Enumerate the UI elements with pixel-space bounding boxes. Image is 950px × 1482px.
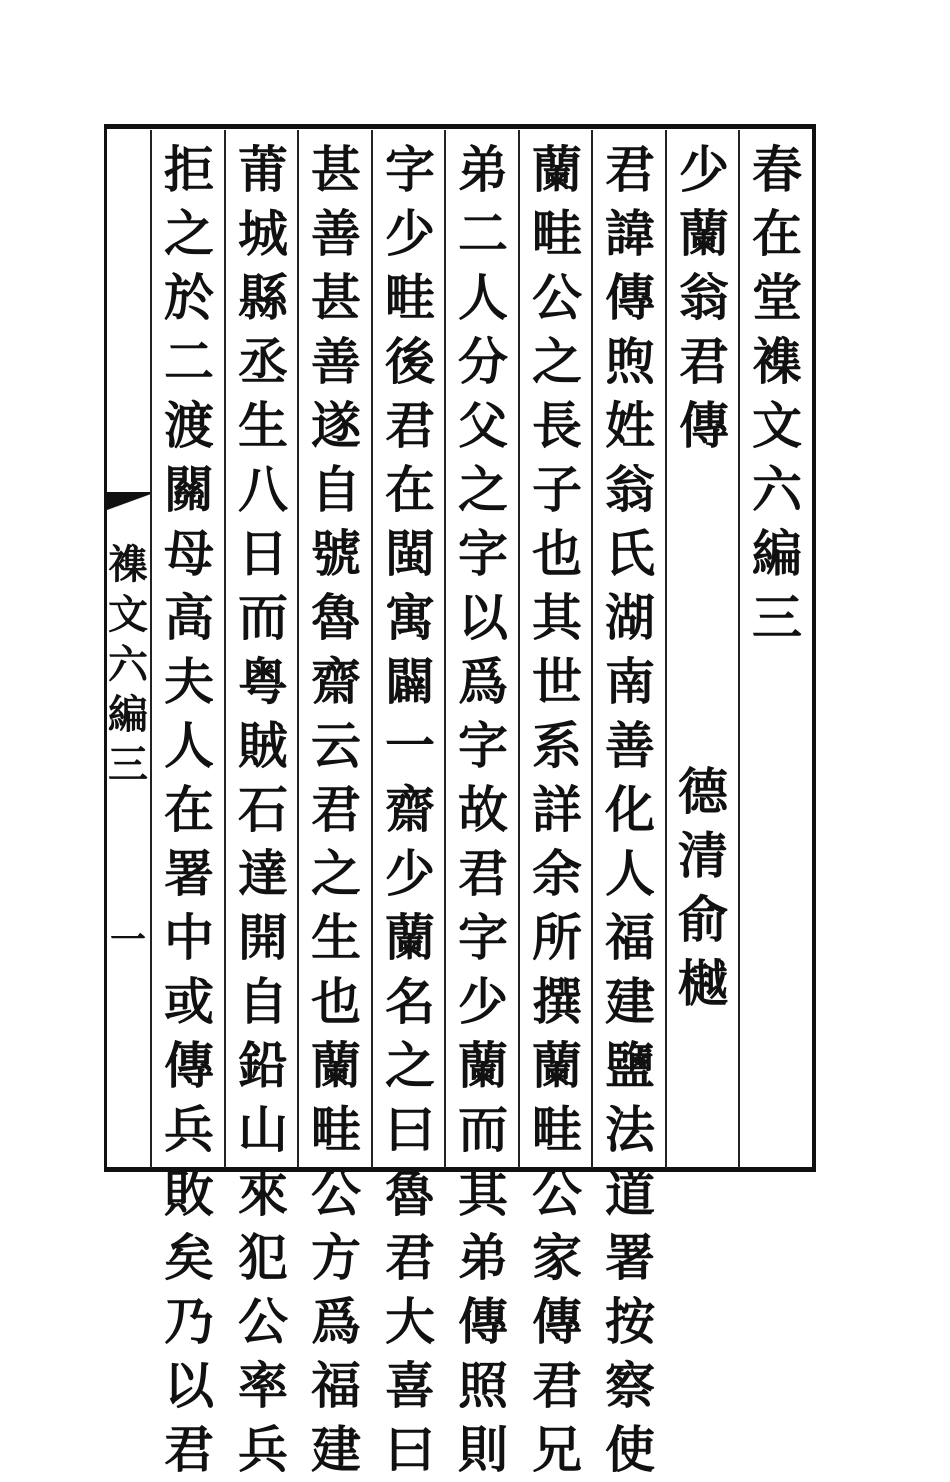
text-char: 氏 — [605, 524, 655, 583]
text-char: 甚 — [311, 140, 361, 199]
text-char: 一 — [385, 716, 435, 775]
text-char: 莆 — [238, 140, 288, 199]
text-char: 春 — [752, 140, 802, 199]
column-rule — [591, 130, 593, 1168]
text-char: 寓 — [385, 588, 435, 647]
text-char: 蘭 — [532, 1036, 582, 1095]
text-column — [744, 138, 810, 1168]
author-char: 清 — [678, 826, 728, 885]
text-char: 署 — [605, 1228, 655, 1287]
text-char: 長 — [532, 396, 582, 455]
author-name — [670, 760, 736, 1016]
text-char: 畦 — [311, 1100, 361, 1159]
text-char: 少 — [385, 204, 435, 263]
text-char: 蘭 — [385, 908, 435, 967]
text-char: 畦 — [532, 1100, 582, 1159]
text-char: 福 — [605, 908, 655, 967]
text-char: 之 — [164, 204, 214, 263]
text-char: 矣 — [164, 1228, 214, 1287]
text-char: 生 — [238, 396, 288, 455]
text-char: 化 — [605, 780, 655, 839]
text-char: 畦 — [385, 268, 435, 327]
text-char: 之 — [311, 844, 361, 903]
text-char: 翁 — [679, 268, 729, 327]
text-char: 福 — [311, 1356, 361, 1415]
text-char: 於 — [164, 268, 214, 327]
text-char: 丞 — [238, 332, 288, 391]
text-char: 生 — [311, 908, 361, 967]
text-char: 法 — [605, 1100, 655, 1159]
text-char: 也 — [532, 524, 582, 583]
text-char: 或 — [164, 972, 214, 1031]
fish-tail-mark — [104, 492, 152, 512]
author-char: 俞 — [678, 890, 728, 949]
text-char: 山 — [238, 1100, 288, 1159]
text-char: 照 — [458, 1356, 508, 1415]
text-column — [230, 138, 296, 1479]
text-char: 蘭 — [532, 140, 582, 199]
column-rule — [518, 130, 520, 1168]
text-char: 察 — [605, 1356, 655, 1415]
margin-page-number: 一 — [109, 919, 146, 961]
text-char: 詳 — [532, 780, 582, 839]
text-char: 其 — [532, 588, 582, 647]
text-char: 甚 — [311, 268, 361, 327]
text-char: 君 — [385, 396, 435, 455]
text-char: 而 — [238, 588, 288, 647]
author-char: 德 — [678, 762, 728, 821]
text-char: 所 — [532, 908, 582, 967]
text-char: 文 — [752, 396, 802, 455]
text-char: 中 — [164, 908, 214, 967]
text-char: 乃 — [164, 1292, 214, 1351]
text-char: 在 — [385, 460, 435, 519]
text-char: 六 — [752, 460, 802, 519]
page-margin-strip — [104, 130, 152, 1168]
text-char: 余 — [532, 844, 582, 903]
text-char: 撰 — [532, 972, 582, 1031]
text-char: 曰 — [385, 1420, 435, 1479]
column-rule — [371, 130, 373, 1168]
margin-title-char: 六 — [108, 641, 148, 688]
text-char: 君 — [532, 1356, 582, 1415]
text-char: 闢 — [385, 652, 435, 711]
column-rule — [297, 130, 299, 1168]
text-char: 字 — [458, 908, 508, 967]
text-char: 在 — [752, 204, 802, 263]
text-char: 傳 — [164, 1036, 214, 1095]
text-char: 在 — [164, 780, 214, 839]
text-char: 以 — [164, 1356, 214, 1415]
text-char: 善 — [311, 332, 361, 391]
text-char: 其 — [458, 1164, 508, 1223]
text-char: 人 — [458, 268, 508, 327]
text-char: 鹽 — [605, 1036, 655, 1095]
text-char: 曰 — [385, 1100, 435, 1159]
text-char: 公 — [238, 1292, 288, 1351]
text-char: 分 — [458, 332, 508, 391]
text-char: 云 — [311, 716, 361, 775]
text-column — [377, 138, 443, 1479]
margin-title-char: 襍 — [108, 541, 148, 588]
text-char: 遂 — [311, 396, 361, 455]
text-column — [450, 138, 516, 1479]
text-char: 閩 — [385, 524, 435, 583]
text-char: 後 — [385, 332, 435, 391]
text-char: 襍 — [752, 332, 802, 391]
text-char: 自 — [238, 972, 288, 1031]
column-rule — [738, 130, 740, 1168]
text-char: 堂 — [752, 268, 802, 327]
column-rule — [665, 130, 667, 1168]
text-char: 渡 — [164, 396, 214, 455]
text-char: 蘭 — [458, 1036, 508, 1095]
text-char: 世 — [532, 652, 582, 711]
text-char: 爲 — [458, 652, 508, 711]
text-column — [524, 138, 590, 1479]
column-rule — [444, 130, 446, 1168]
text-char: 人 — [605, 844, 655, 903]
text-char: 父 — [458, 396, 508, 455]
text-char: 齋 — [311, 652, 361, 711]
text-char: 編 — [752, 524, 802, 583]
text-char: 少 — [458, 972, 508, 1031]
text-char: 南 — [605, 652, 655, 711]
text-char: 君 — [385, 1228, 435, 1287]
text-char: 故 — [458, 780, 508, 839]
text-char: 自 — [311, 460, 361, 519]
text-char: 拒 — [164, 140, 214, 199]
text-char: 君 — [679, 332, 729, 391]
text-char: 子 — [532, 460, 582, 519]
margin-title-char: 編 — [108, 691, 148, 738]
text-char: 字 — [385, 140, 435, 199]
text-char: 日 — [238, 524, 288, 583]
text-char: 善 — [311, 204, 361, 263]
text-char: 兵 — [238, 1420, 288, 1479]
text-char: 方 — [311, 1228, 361, 1287]
text-char: 之 — [532, 332, 582, 391]
text-column — [303, 138, 369, 1479]
text-char: 建 — [605, 972, 655, 1031]
text-char: 湖 — [605, 588, 655, 647]
text-char: 則 — [458, 1420, 508, 1479]
text-char: 按 — [605, 1292, 655, 1351]
text-char: 爲 — [311, 1292, 361, 1351]
text-char: 公 — [532, 1164, 582, 1223]
text-char: 署 — [164, 844, 214, 903]
text-char: 君 — [605, 140, 655, 199]
text-char: 弟 — [458, 140, 508, 199]
text-char: 魯 — [385, 1164, 435, 1223]
text-char: 三 — [752, 588, 802, 647]
text-char: 傳 — [532, 1292, 582, 1351]
text-char: 名 — [385, 972, 435, 1031]
text-char: 八 — [238, 460, 288, 519]
text-char: 關 — [164, 460, 214, 519]
margin-title — [106, 540, 150, 790]
text-char: 之 — [385, 1036, 435, 1095]
text-char: 以 — [458, 588, 508, 647]
text-char: 少 — [385, 844, 435, 903]
text-char: 字 — [458, 716, 508, 775]
text-char: 也 — [311, 972, 361, 1031]
text-char: 道 — [605, 1164, 655, 1223]
text-char: 君 — [164, 1420, 214, 1479]
text-char: 善 — [605, 716, 655, 775]
text-char: 鉛 — [238, 1036, 288, 1095]
text-char: 蘭 — [311, 1036, 361, 1095]
text-char: 諱 — [605, 204, 655, 263]
text-char: 少 — [679, 140, 729, 199]
text-char: 石 — [238, 780, 288, 839]
text-char: 縣 — [238, 268, 288, 327]
margin-title-char: 文 — [108, 591, 148, 638]
author-char: 樾 — [678, 954, 728, 1013]
text-char: 而 — [458, 1100, 508, 1159]
text-char: 煦 — [605, 332, 655, 391]
text-char: 字 — [458, 524, 508, 583]
text-char: 達 — [238, 844, 288, 903]
text-char: 公 — [311, 1164, 361, 1223]
text-char: 號 — [311, 524, 361, 583]
text-char: 二 — [458, 204, 508, 263]
text-char: 粤 — [238, 652, 288, 711]
text-char: 敗 — [164, 1164, 214, 1223]
text-char: 姓 — [605, 396, 655, 455]
text-char: 君 — [458, 844, 508, 903]
column-rule — [224, 130, 226, 1168]
text-char: 系 — [532, 716, 582, 775]
text-char: 家 — [532, 1228, 582, 1287]
text-char: 夫 — [164, 652, 214, 711]
column-rule — [150, 130, 152, 1168]
text-char: 蘭 — [679, 204, 729, 263]
text-char: 母 — [164, 524, 214, 583]
text-char: 大 — [385, 1292, 435, 1351]
text-char: 之 — [458, 460, 508, 519]
text-char: 人 — [164, 716, 214, 775]
text-char: 傳 — [605, 268, 655, 327]
text-char: 弟 — [458, 1228, 508, 1287]
text-column — [156, 138, 222, 1479]
text-column — [597, 138, 663, 1479]
text-char: 傳 — [679, 396, 729, 455]
text-char: 使 — [605, 1420, 655, 1479]
text-char: 齋 — [385, 780, 435, 839]
text-char: 來 — [238, 1164, 288, 1223]
text-char: 城 — [238, 204, 288, 263]
text-char: 兵 — [164, 1100, 214, 1159]
text-char: 兄 — [532, 1420, 582, 1479]
text-char: 翁 — [605, 460, 655, 519]
text-char: 開 — [238, 908, 288, 967]
text-char: 建 — [311, 1420, 361, 1479]
text-char: 君 — [311, 780, 361, 839]
text-char: 賊 — [238, 716, 288, 775]
text-char: 魯 — [311, 588, 361, 647]
text-char: 喜 — [385, 1356, 435, 1415]
text-char: 傳 — [458, 1292, 508, 1351]
text-char: 二 — [164, 332, 214, 391]
text-char: 率 — [238, 1356, 288, 1415]
text-char: 犯 — [238, 1228, 288, 1287]
text-char: 公 — [532, 268, 582, 327]
text-char: 畦 — [532, 204, 582, 263]
text-char: 高 — [164, 588, 214, 647]
margin-title-char: 三 — [108, 741, 148, 788]
